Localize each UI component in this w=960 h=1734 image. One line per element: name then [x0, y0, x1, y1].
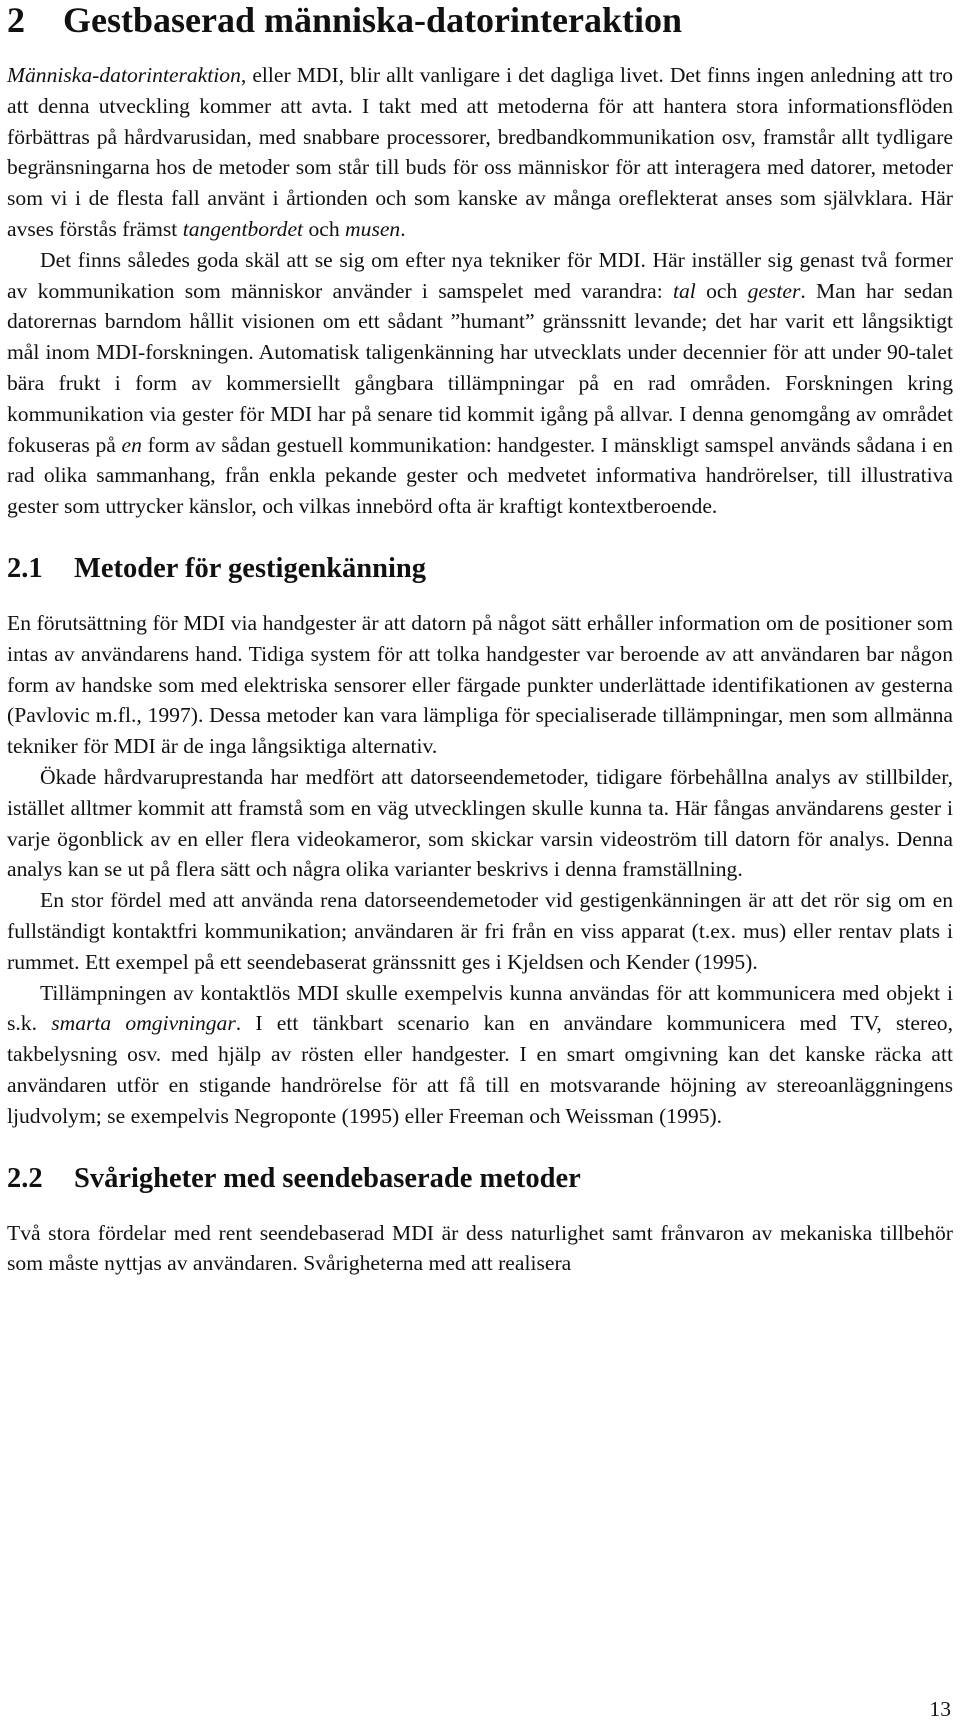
section-2-1-paragraph-1: En förutsättning för MDI via handgester är att datorn på något sätt erhåller information om de positioner som intas av användarens hand. Tidiga system för att tolka handgester var beroende av att användaren bar någon form av handske som med elektriska sensorer eller färgade punkter underlättade identifikationen av gesterna (Pavlovic m.fl., 1997). Dessa metoder kan vara lämpliga för specialiserade tillämpningar, men som allmänna tekniker för MDI är de inga långsiktiga alternativ.: [7, 610, 953, 759]
intro-paragraph-1: Människa-datorinteraktion, eller MDI, blir allt vanligare i det dagliga livet. Det finns ingen anledning att tro att denna utveckling kommer att avta. I takt med att metoderna för att hantera stora informationsflöden förbättras på hårdvarusidan, med snabbare processorer, bredbandkommunikation osv, framstår allt tydligare begränsningarna hos de metoder som står till buds för oss människor för att interagera med datorer, metoder som vi i de flesta fall använt i årtionden och som kanske av många oreflekterat anses som självklara. Här avses förstås främst tangentbordet och musen.: [7, 63, 953, 241]
chapter-number: 2: [7, 0, 25, 40]
section-2-2-paragraph-1: Två stora fördelar med rent seendebaserad MDI är dess naturlighet samt frånvaron av mekaniska tillbehör som måste nyttjas av användaren. Svårigheterna med att realisera: [7, 1220, 953, 1276]
term-en: en: [121, 432, 142, 457]
section-number: 2.2: [7, 1162, 43, 1194]
page-number: 13: [929, 1697, 951, 1721]
section-2-1-paragraph-4: Tillämpningen av kontaktlös MDI skulle exempelvis kunna användas för att kommunicera med objekt i s.k. smarta omgivningar. I ett tänkbart scenario kan en användare kommunicera med TV, stereo, takbelysning osv. med hjälp av rösten eller handgester. I en smart omgivning kan det kanske räcka att användaren utför en stigande handrörelse för att få till en motsvarande höjning av stereoanläggningens ljudvolym; se exempelvis Negroponte (1995) eller Freeman och Weissman (1995).: [7, 980, 953, 1128]
section-title: Svårigheter med seendebaserade metoder: [74, 1162, 581, 1194]
term-mdi: Människa-datorinteraktion: [7, 63, 241, 87]
section-title: Metoder för gestigenkänning: [74, 552, 427, 584]
section-2-1-paragraph-2: Ökade hårdvaruprestanda har medfört att datorseendemetoder, tidigare förbehållna analys av stillbilder, istället alltmer kommit att framstå som en väg utvecklingen skulle kunna ta. Här fångas användarens gester i varje ögonblick av en eller flera videokameror, som skickar varsin videoström till datorn för analys. Denna analys kan se ut på flera sätt och några olika varianter beskrivs i denna framställning.: [7, 764, 953, 882]
chapter-title: Gestbaserad människa-datorinteraktion: [63, 0, 683, 40]
term-gester: gester: [747, 278, 801, 303]
section-2-1-paragraph-3: En stor fördel med att använda rena datorseendemetoder vid gestigenkänningen är att det rör sig om en fullständigt kontaktfri kommunikation; användaren är fri från en viss apparat (t.ex. mus) eller rentav plats i rummet. Ett exempel på ett seendebaserat gränssnitt ges i Kjeldsen och Kender (1995).: [7, 888, 953, 974]
section-number: 2.1: [7, 552, 43, 584]
term-smarta-omgivningar: smarta omgivningar: [51, 1011, 236, 1036]
chapter-heading: [7, 0, 953, 44]
term-tangentbordet: tangentbordet: [182, 216, 304, 241]
section-heading-2-2: [7, 1162, 953, 1196]
document-page: [7, 0, 953, 1279]
intro-paragraph-2: Det finns således goda skäl att se sig om efter nya tekniker för MDI. Här inställer sig genast två former av kommunikation som människor använder i samspelet med varandra: tal och gester. Man har sedan datorernas barndom hållit visionen om ett sådant ”humant” gränssnitt levande; det har varit ett långsiktigt mål inom MDI-forskningen. Automatisk taligenkänning har utvecklats under decennier för att under 90-talet bära frukt i form av kommersiellt gångbara tillämpningar på en rad områden. Forskningen kring kommunikation via gester för MDI har på senare tid kommit igång på allvar. I denna genomgång av området fokuseras på en form av sådan gestuell kommunikation: handgester. I mänskligt samspel används sådana i en rad olika sammanhang, från enkla pekande gester och medvetet informativa handrörelser, till illustrativa gester som uttrycker känslor, och vilkas innebörd ofta är kraftigt kontextberoende.: [7, 247, 953, 519]
term-musen: musen: [345, 216, 401, 241]
section-heading-2-1: [7, 552, 953, 586]
term-tal: tal: [673, 278, 696, 303]
